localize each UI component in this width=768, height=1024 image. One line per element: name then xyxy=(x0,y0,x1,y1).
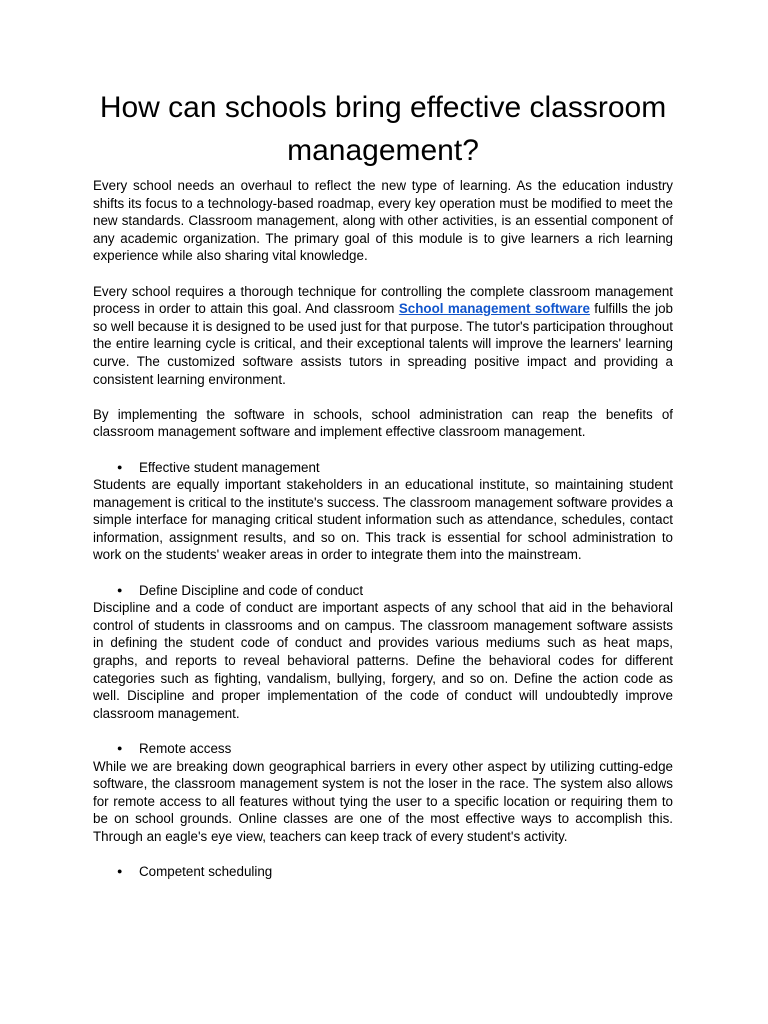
bullet-icon: ● xyxy=(117,743,123,753)
section-heading-scheduling xyxy=(93,863,673,881)
section-heading-text: Competent scheduling xyxy=(139,864,273,880)
section-heading-text: Define Discipline and code of conduct xyxy=(139,582,364,598)
section-heading-text: Remote access xyxy=(139,741,232,756)
section-heading-remote-access xyxy=(93,740,673,758)
bullet-icon: ● xyxy=(117,866,123,877)
technique-text-end: fulfills the job so well because it is designed to be used just for that purpose. The tutor's participation throughout the entire learning cycle is critical, and their exceptional talents will improve the learners' learning curve. The customized software assists tutors in spreading positive impact and providing a consistent learning environment. xyxy=(93,301,673,387)
technique-paragraph xyxy=(93,283,673,389)
section-body-remote-access: While we are breaking down geographical barriers in every other aspect by utilizing cutting-edge software, the classroom management system is not the loser in the race. The system also allows for remote access to all features without tying the user to a specific location or requiring them to be on school grounds. Online classes are one of the most effective ways to accomplish this. Through an eagle's eye view, teachers can keep track of every student's activity. xyxy=(93,758,673,844)
document-page xyxy=(93,86,673,881)
section-heading-text: Effective student management xyxy=(139,459,320,475)
implementation-paragraph: By implementing the software in schools, school administration can reap the benefits of classroom management software and implement effective classroom management. xyxy=(93,406,673,440)
section-heading-discipline xyxy=(93,582,673,600)
bullet-icon: ● xyxy=(117,461,123,472)
technique-text-start: Every school requires a thorough technique for controlling the complete classroom management process in order to attain this goal. And classroom xyxy=(93,283,673,317)
section-body-student-management: Students are equally important stakeholders in an educational institute, so maintaining student management is critical to the institute's success. The classroom management software provides a simple interface for managing critical student information such as attendance, schedules, contact information, assignment results, and so on. This track is essential for school administration to work on the students' weaker areas in order to integrate them into the mainstream. xyxy=(93,477,673,563)
school-management-software-link[interactable]: School management software xyxy=(398,301,590,317)
section-heading-student-management xyxy=(93,459,673,477)
section-body-discipline: Discipline and a code of conduct are important aspects of any school that aid in the behavioral control of students in classrooms and on campus. The classroom management software assists in defining the student code of conduct and provides various mediums such as heat maps, graphs, and reports to reveal behavioral patterns. Define the behavioral codes for different categories such as fighting, vandalism, bullying, forgery, and so on. Define the action code as well. Discipline and proper implementation of the code of conduct will undoubtedly improve classroom management. xyxy=(93,600,673,721)
bullet-icon: ● xyxy=(117,584,123,595)
intro-paragraph: Every school needs an overhaul to reflect the new type of learning. As the education industry shifts its focus to a technology-based roadmap, every key operation must be modified to meet the new standards. Classroom management, along with other activities, is an essential component of any academic organization. The primary goal of this module is to give learners a rich learning experience while also sharing vital knowledge. xyxy=(93,178,673,264)
page-title: How can schools bring effective classroom management? xyxy=(99,91,667,167)
